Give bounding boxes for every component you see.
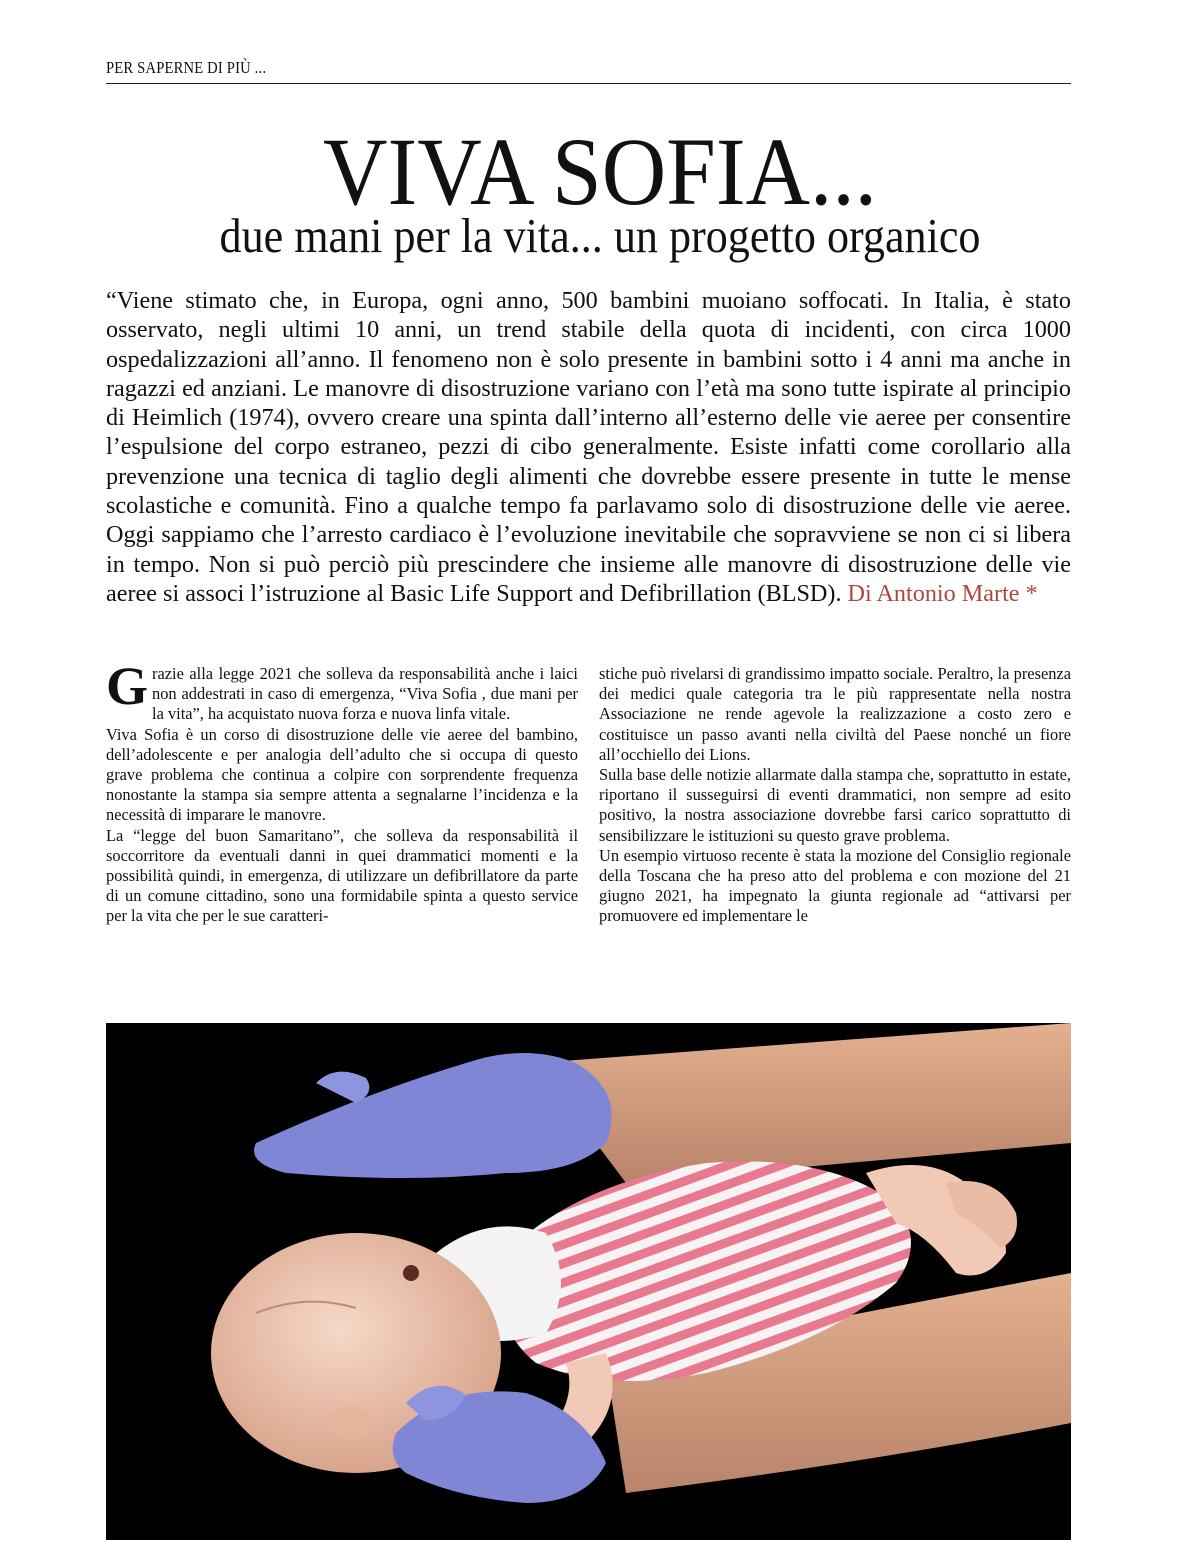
article-intro bbox=[106, 286, 1071, 608]
column-left bbox=[106, 656, 578, 927]
paragraph: Viva Sofia è un corso di disostruzione delle vie aeree del bambino, dell’adolescente e per analogia dell’adulto che si occupa di questo grave problema che continua a colpire con sorprendente frequenza nonostante la stampa sia sempre attenta a segnalarne l’incidenza e la necessità di imparare le manovre. bbox=[106, 724, 578, 825]
drop-cap: G bbox=[106, 656, 149, 716]
paragraph: Sulla base delle notizie allarmate dalla stampa che, soprattutto in estate, riportano il susseguirsi di eventi drammatici, non sempre ad esito positivo, la nostra associazione dovrebbe farsi carico soprattutto di sensibilizzare le istituzioni su questo grave problema. bbox=[599, 765, 1071, 845]
paragraph: stiche può rivelarsi di grandissimo impatto sociale. Peraltro, la presenza dei medici quale categoria tra le più rappresentate nella nostra Associazione ne rende agevole la realizzazione a costo zero e costituisce un passo avanti nella civiltà del Paese nonché un fiore all’occhiello dei Lions. bbox=[599, 664, 1071, 764]
article-title: VIVA SOFIA... bbox=[323, 118, 877, 225]
intro-text: “Viene stimato che, in Europa, ogni anno, 500 bambini muoiano soffocati. In Italia, è stato osservato, negli ultimi 10 anni, un trend stabile della quota di incidenti, con circa 1000 ospedalizzazioni all’anno. Il fenomeno non è solo presente in bambini sotto i 4 anni ma anche in ragazzi ed anziani. Le manovre di disostruzione variano con l’età ma sono tutte ispirate al principio di Heimlich (1974), ovvero creare una spinta dall’interno all’esterno delle vie aeree per consentire l’espulsione del corpo estraneo, pezzi di cibo generalmente. Esiste infatti come corollario alla prevenzione una tecnica di taglio degli alimenti che dovrebbe essere presente in tutte le mense scolastiche e comunità. Fino a qualche tempo fa parlavamo solo di disostruzione delle vie aeree. Oggi sappiamo che l’arresto cardiaco è l’evoluzione inevitabile che sopravviene se non ci si libera in tempo. Non si può perciò più prescindere che insieme alle manovre di disostruzione delle vie aeree si associ l’istruzione al Basic Life Support and Defibrillation (BLSD). bbox=[106, 287, 1071, 607]
paragraph bbox=[106, 656, 578, 725]
body-columns bbox=[106, 656, 1071, 927]
paragraph: Un esempio virtuoso recente è stata la mozione del Consiglio regionale della Toscana che ha preso atto del problema e con mozione del 21 giugno 2021, ha impegnato la giunta regionale ad “attivarsi per promuovere ed implementare le bbox=[599, 845, 1071, 926]
author-byline: Di Antonio Marte * bbox=[847, 579, 1038, 607]
header-divider bbox=[106, 83, 1071, 84]
photo-illustration bbox=[106, 1023, 1071, 1540]
article-subtitle: due mani per la vita... un progetto organico bbox=[219, 208, 981, 263]
cpr-training-photo bbox=[106, 1023, 1071, 1540]
paragraph: La “legge del buon Samaritano”, che solleva da responsabilità il soccorritore da eventuali danni in quei drammatici momenti e la possibilità quindi, in emergenza, di utilizzare un defibrillatore da parte di un comune cittadino, sono una formidabile spinta a questo service per la vita che per le sue caratteri- bbox=[106, 825, 578, 926]
column-right bbox=[599, 664, 1071, 927]
doll-head-hole bbox=[403, 1265, 419, 1281]
doll-ear bbox=[329, 1407, 373, 1439]
paragraph-text: razie alla legge 2021 che solleva da responsabilità anche i laici non addestrati in caso di emergenza, “Viva Sofia , due mani per la vita”, ha acquistato nuova forza e nuova linfa vitale. bbox=[152, 664, 578, 724]
section-label: PER SAPERNE DI PIÙ ... bbox=[106, 58, 267, 77]
